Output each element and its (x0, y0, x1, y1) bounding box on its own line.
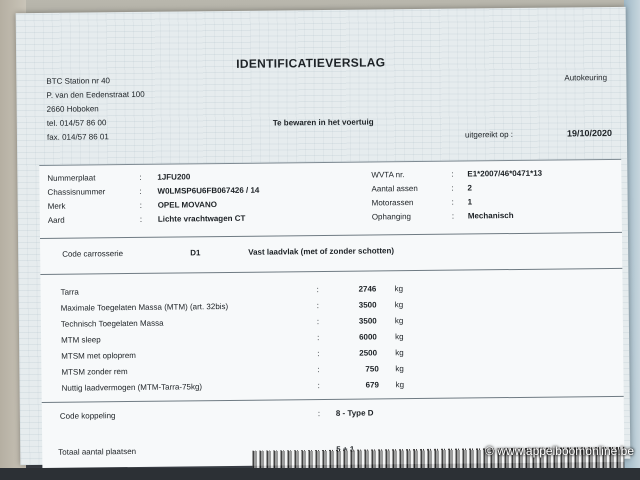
colon: : (451, 211, 455, 221)
colon: : (139, 200, 142, 210)
value-suspension: Mechanisch (467, 211, 514, 221)
unit-kg: kg (395, 364, 404, 374)
bottom-shadow (0, 468, 640, 480)
colon: : (316, 317, 320, 327)
inspection-type: Autokeuring (564, 73, 608, 83)
divider (40, 268, 622, 275)
label-mtsm-unbraked: MTSM zonder rem (61, 367, 128, 377)
issued-label: uitgereikt op : (464, 130, 514, 140)
value-body-code: D1 (190, 248, 201, 258)
label-suspension: Ophanging (371, 212, 412, 222)
label-mtsm-braked: MTSM met oploprem (61, 350, 136, 361)
value-plate: 1JFU200 (157, 172, 191, 182)
divider (40, 232, 622, 239)
label-plate: Nummerplaat (47, 173, 96, 183)
colon: : (451, 183, 454, 193)
station-line: BTC Station nr 40 (46, 76, 111, 86)
colon: : (317, 409, 321, 419)
fax-line: fax. 014/57 86 01 (46, 132, 109, 142)
colon: : (316, 301, 320, 311)
colon: : (451, 197, 454, 207)
colon: : (451, 169, 454, 179)
label-axles: Aantal assen (371, 184, 418, 194)
unit-kg: kg (395, 348, 404, 358)
value-chassis: W0LMSP6U6FB067426 / 14 (157, 185, 260, 196)
value-body-description: Vast laadvlak (met of zonder schotten) (248, 246, 395, 257)
label-coupling: Code koppeling (59, 411, 116, 421)
label-make: Merk (47, 201, 66, 211)
colon: : (317, 333, 320, 343)
label-mtm: Maximale Toegelaten Massa (MTM) (art. 32bis) (60, 301, 229, 313)
label-total-seats: Totaal aantal plaatsen (58, 446, 137, 457)
colon: : (317, 349, 320, 359)
label-kind: Aard (47, 215, 65, 225)
label-wvta: WVTA nr. (371, 170, 405, 180)
colon: : (139, 214, 143, 224)
label-mtm-towing: MTM sleep (61, 335, 101, 345)
value-tare: 2746 (358, 284, 377, 294)
tel-line: tel. 014/57 86 00 (46, 118, 107, 128)
colon: : (139, 186, 142, 196)
label-technical-mass: Technisch Toegelaten Massa (60, 318, 164, 329)
unit-kg: kg (394, 300, 404, 310)
colon: : (139, 172, 142, 182)
label-payload: Nuttig laadvermogen (MTM-Tarra-75kg) (61, 382, 203, 393)
unit-kg: kg (395, 332, 404, 342)
label-motor-axles: Motorassen (371, 198, 414, 208)
value-coupling: 8 - Type D (335, 408, 374, 418)
value-mtsm-braked: 2500 (359, 348, 378, 358)
address-line-1: P. van den Eedenstraat 100 (46, 89, 145, 100)
colon: : (316, 285, 319, 295)
value-wvta: E1*2007/46*0471*13 (467, 168, 543, 179)
issued-date: 19/10/2020 (566, 127, 613, 139)
value-kind: Lichte vrachtwagen CT (157, 213, 246, 224)
unit-kg: kg (394, 316, 404, 326)
colon: : (317, 381, 320, 391)
unit-kg: kg (395, 380, 405, 390)
vehicle-data-panel (39, 159, 624, 468)
identification-report-document (16, 7, 631, 465)
value-make: OPEL MOVANO (157, 200, 217, 210)
document-title: IDENTIFICATIEVERSLAG (236, 55, 386, 71)
value-mtsm-unbraked: 750 (365, 364, 379, 374)
label-tare: Tarra (60, 287, 79, 297)
keep-in-vehicle-note: Te bewaren in het voertuig (272, 117, 374, 128)
value-axles: 2 (467, 183, 473, 193)
label-chassis: Chassisnummer (47, 187, 106, 197)
value-payload: 679 (365, 380, 379, 390)
value-technical-mass: 3500 (358, 316, 377, 326)
divider (42, 396, 624, 403)
address-line-2: 2660 Hoboken (46, 104, 99, 114)
label-body-code: Code carrosserie (62, 249, 124, 259)
colon: : (317, 365, 320, 375)
value-motor-axles: 1 (467, 197, 473, 207)
watermark-text: © www.appelboomonline.be (485, 444, 634, 458)
unit-kg: kg (394, 284, 404, 294)
value-mtm-towing: 6000 (359, 332, 377, 342)
value-mtm: 3500 (358, 300, 377, 310)
